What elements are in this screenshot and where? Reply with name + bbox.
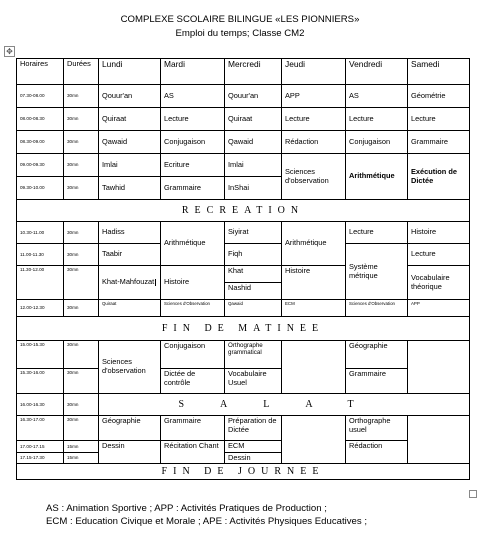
lesson-cell: Conjugaison xyxy=(346,131,408,154)
lesson-cell: Vocabulaire théorique xyxy=(408,266,470,300)
document-title: COMPLEXE SCOLAIRE BILINGUE «LES PIONNIERS» xyxy=(120,14,360,25)
lesson-cell: Exécution de Dictée xyxy=(408,154,470,200)
lesson-cell: Orthographe grammatical xyxy=(225,341,282,369)
fin-matinee-band: FIN DE MATINEE xyxy=(17,317,470,341)
header-durees: Durées xyxy=(64,59,99,85)
text-cursor xyxy=(155,279,156,286)
lesson-cell: Arithmétique xyxy=(161,222,225,266)
duration-cell: 30mn xyxy=(64,108,99,131)
lesson-cell: ECM xyxy=(225,441,282,453)
lesson-cell: Grammaire xyxy=(408,131,470,154)
time-cell: 10.30-11.00 xyxy=(17,222,64,244)
time-cell: 07.30-08.00 xyxy=(17,85,64,108)
lesson-cell: Quiraat xyxy=(99,300,161,317)
duration-cell: 30mn xyxy=(64,416,99,441)
lesson-cell: Lecture xyxy=(408,108,470,131)
time-cell: 11.30-12.00 xyxy=(17,266,64,300)
lesson-cell: Lecture xyxy=(346,222,408,244)
lesson-cell: Géométrie xyxy=(408,85,470,108)
duration-cell: 30mn xyxy=(64,394,99,416)
lesson-cell: Quiraat xyxy=(225,108,282,131)
duration-cell: 30mn xyxy=(64,177,99,200)
time-cell: 08.30-09.00 xyxy=(17,131,64,154)
lesson-cell: Fiqh xyxy=(225,244,282,266)
time-cell: 15.00-15.30 xyxy=(17,341,64,369)
lesson-cell: Vocabulaire Usuel xyxy=(225,369,282,394)
lesson-cell: Orthographe usuel xyxy=(346,416,408,441)
table-row xyxy=(17,244,470,266)
lesson-cell: Qawaid xyxy=(225,131,282,154)
lesson-cell: Qouur'an xyxy=(225,85,282,108)
lesson-subcell: Nashid xyxy=(228,283,252,292)
table-row xyxy=(17,441,470,453)
header-jeudi: Jeudi xyxy=(282,59,346,85)
table-row xyxy=(17,416,470,441)
timetable xyxy=(16,58,470,480)
fin-journee-band: FIN DE JOURNEE xyxy=(17,464,470,480)
lesson-cell: Sciences d'observation xyxy=(282,154,346,200)
lesson-cell: Qawaid xyxy=(99,131,161,154)
lesson-cell: Grammaire xyxy=(161,416,225,441)
fin-journee-band-row xyxy=(17,464,470,480)
lesson-cell: Rédaction xyxy=(346,441,408,464)
salat-band: SALAT xyxy=(99,394,470,416)
time-cell: 16.00-16.30 xyxy=(17,394,64,416)
header-vendredi: Vendredi xyxy=(346,59,408,85)
lesson-cell: Qouur'an xyxy=(99,85,161,108)
duration-cell: 30mn xyxy=(64,131,99,154)
lesson-cell: Préparation de Dictée xyxy=(225,416,282,441)
table-row xyxy=(17,369,470,394)
legend-line: AS : Animation Sportive ; APP : Activités Pratiques de Production ; xyxy=(46,503,327,514)
lesson-cell: Imlai xyxy=(99,154,161,177)
lesson-cell: Ecriture xyxy=(161,154,225,177)
lesson-cell: Hadiss xyxy=(99,222,161,244)
duration-cell: 30mn xyxy=(64,266,99,300)
header-samedi: Samedi xyxy=(408,59,470,85)
recreation-band: RECREATION xyxy=(17,200,470,222)
lesson-cell: Lecture xyxy=(408,244,470,266)
duration-cell: 30mn xyxy=(64,222,99,244)
lesson-cell: Conjugaison xyxy=(161,131,225,154)
table-resize-handle[interactable] xyxy=(469,490,477,498)
lesson-cell: APP xyxy=(408,300,470,317)
time-cell: 09.30-10.00 xyxy=(17,177,64,200)
duration-cell: 30mn xyxy=(64,244,99,266)
table-row xyxy=(17,85,470,108)
table-row xyxy=(17,154,470,177)
lesson-cell: Sciences d'observation xyxy=(99,341,161,394)
duration-cell: 30mn xyxy=(64,154,99,177)
empty-cell xyxy=(282,341,346,394)
lesson-cell-split xyxy=(225,266,282,300)
legend-line: ECM : Education Civique et Morale ; APE : Activités Physiques Educatives ; xyxy=(46,516,368,527)
table-row xyxy=(17,394,470,416)
lesson-cell: Système métrique xyxy=(346,244,408,300)
lesson-cell: Quiraat xyxy=(99,108,161,131)
lesson-cell: Dessin xyxy=(225,452,282,464)
lesson-cell: Dictée de contrôle xyxy=(161,369,225,394)
time-cell: 15.30-16.00 xyxy=(17,369,64,394)
fin-matinee-band-row xyxy=(17,317,470,341)
time-cell: 11.00-11.30 xyxy=(17,244,64,266)
lesson-cell: Sciences d'Observation xyxy=(161,300,225,317)
lesson-cell: AS xyxy=(161,85,225,108)
header-lundi: Lundi xyxy=(99,59,161,85)
duration-cell: 30mn xyxy=(64,341,99,369)
lesson-cell: Grammaire xyxy=(346,369,408,394)
lesson-cell: Lecture xyxy=(161,108,225,131)
header-row xyxy=(17,59,470,85)
duration-cell: 30mn xyxy=(64,369,99,394)
time-cell: 17.15-17.30 xyxy=(17,452,64,464)
lesson-cell[interactable] xyxy=(99,266,161,300)
header-horaires: Horaires xyxy=(17,59,64,85)
lesson-cell: Rédaction xyxy=(282,131,346,154)
lesson-cell: Siyirat xyxy=(225,222,282,244)
lesson-subcell: Khat xyxy=(225,266,281,283)
lesson-cell: AS xyxy=(346,85,408,108)
lesson-cell: Géographie xyxy=(346,341,408,369)
lesson-cell: Géographie xyxy=(99,416,161,441)
lesson-cell: Grammaire xyxy=(161,177,225,200)
lesson-cell: Histoire xyxy=(282,266,346,300)
table-row xyxy=(17,300,470,317)
lesson-cell: Lecture xyxy=(346,108,408,131)
header-mercredi: Mercredi xyxy=(225,59,282,85)
recreation-band-row xyxy=(17,200,470,222)
lesson-cell: Lecture xyxy=(282,108,346,131)
table-row xyxy=(17,131,470,154)
lesson-cell: Qawaid xyxy=(225,300,282,317)
duration-cell: 15mn xyxy=(64,441,99,453)
time-cell: 08.00-08.30 xyxy=(17,108,64,131)
lesson-cell: Tawhid xyxy=(99,177,161,200)
empty-cell xyxy=(408,416,470,464)
lesson-cell: APP xyxy=(282,85,346,108)
lesson-cell: Arithmétique xyxy=(346,154,408,200)
lesson-cell: Récitation Chant xyxy=(161,441,225,464)
lesson-cell: Dessin xyxy=(99,441,161,464)
duration-cell: 15mn xyxy=(64,452,99,464)
time-cell: 16.30-17.00 xyxy=(17,416,64,441)
time-cell: 17.00-17.15 xyxy=(17,441,64,453)
time-cell: 09.00-09.30 xyxy=(17,154,64,177)
duration-cell: 30mn xyxy=(64,85,99,108)
lesson-cell: InShai xyxy=(225,177,282,200)
table-row xyxy=(17,341,470,369)
empty-cell xyxy=(408,341,470,394)
lesson-cell: Taabir xyxy=(99,244,161,266)
document-subtitle: Emploi du temps; Classe CM2 xyxy=(175,28,305,39)
lesson-cell: Conjugaison xyxy=(161,341,225,369)
lesson-cell: Sciences d'Observation xyxy=(346,300,408,317)
lesson-cell: Arithmétique xyxy=(282,222,346,266)
lesson-text: Khat-Mahfouzat xyxy=(102,277,155,287)
table-row xyxy=(17,108,470,131)
lesson-cell: ECM xyxy=(282,300,346,317)
lesson-cell: Imlai xyxy=(225,154,282,177)
lesson-cell: Histoire xyxy=(408,222,470,244)
empty-cell xyxy=(282,416,346,464)
duration-cell: 30mn xyxy=(64,300,99,317)
header-mardi: Mardi xyxy=(161,59,225,85)
move-cross-icon[interactable]: ✥ xyxy=(4,46,15,57)
time-cell: 12.00-12.30 xyxy=(17,300,64,317)
table-row xyxy=(17,222,470,244)
lesson-cell: Histoire xyxy=(161,266,225,300)
